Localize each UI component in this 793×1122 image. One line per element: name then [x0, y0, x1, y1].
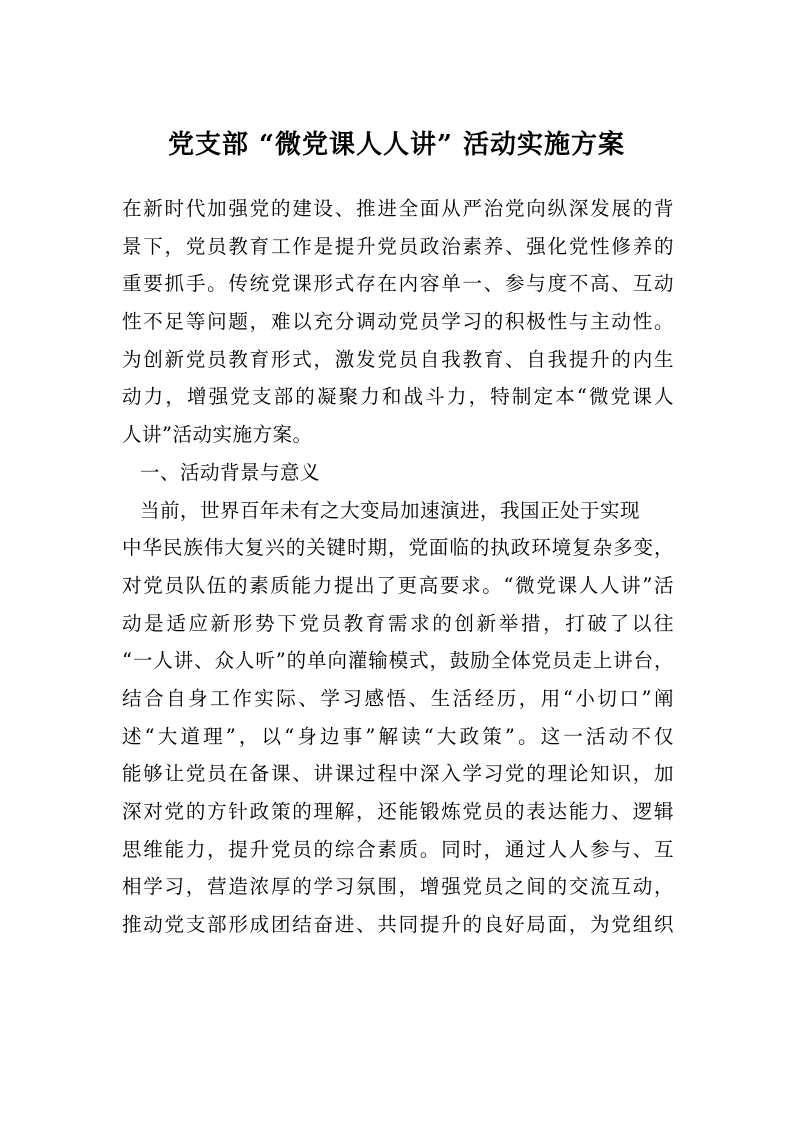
- text-line: 人讲”活动实施方案。: [122, 423, 313, 447]
- text-line: 能够让党员在备课、讲课过程中深入学习党的理论知识，加: [122, 762, 674, 786]
- text-line: 思维能力，提升党员的综合素质。同时，通过人人参与、互: [122, 837, 674, 861]
- text-line: 景下，党员教育工作是提升党员政治素养、强化党性修养的: [122, 234, 674, 258]
- text-line: 性不足等问题，难以充分调动党员学习的积极性与主动性。: [122, 310, 674, 334]
- text-line: 述“大道理”，以“身边事”解读“大政策”。这一活动不仅: [122, 724, 674, 748]
- text-line: 对党员队伍的素质能力提出了更高要求。“微党课人人讲”活: [122, 573, 674, 597]
- text-line: 在新时代加强党的建设、推进全面从严治党向纵深发展的背: [122, 197, 674, 220]
- text-line: 重要抓手。传统党课形式存在内容单一、参与度不高、互动: [122, 272, 674, 296]
- text-line: 推动党支部形成团结奋进、共同提升的良好局面，为党组织: [122, 913, 674, 937]
- text-line: 当前，世界百年未有之大变局加速演进，我国正处于实现: [140, 498, 641, 522]
- text-line: 动力，增强党支部的凝聚力和战斗力，特制定本“微党课人: [122, 385, 674, 409]
- document-title: 党支部 “微党课人人讲” 活动实施方案: [167, 130, 625, 160]
- text-line: 深对党的方针政策的理解，还能锻炼党员的表达能力、逻辑: [122, 800, 674, 823]
- text-line: 为创新党员教育形式，激发党员自我教育、自我提升的内生: [122, 347, 674, 371]
- text-line: 结合自身工作实际、学习感悟、生活经历，用“小切口”阐: [122, 686, 674, 710]
- text-line: 相学习，营造浓厚的学习氛围，增强党员之间的交流互动，: [122, 875, 674, 899]
- text-line: 中华民族伟大复兴的关键时期，党面临的执政环境复杂多变，: [122, 536, 674, 560]
- text-line: 动是适应新形势下党员教育需求的创新举措，打破了以往: [122, 611, 674, 635]
- text-line: “一人讲、众人听”的单向灌输模式，鼓励全体党员走上讲台，: [122, 649, 674, 673]
- document-body: [122, 190, 674, 944]
- section-heading: 一、活动背景与意义: [140, 460, 321, 484]
